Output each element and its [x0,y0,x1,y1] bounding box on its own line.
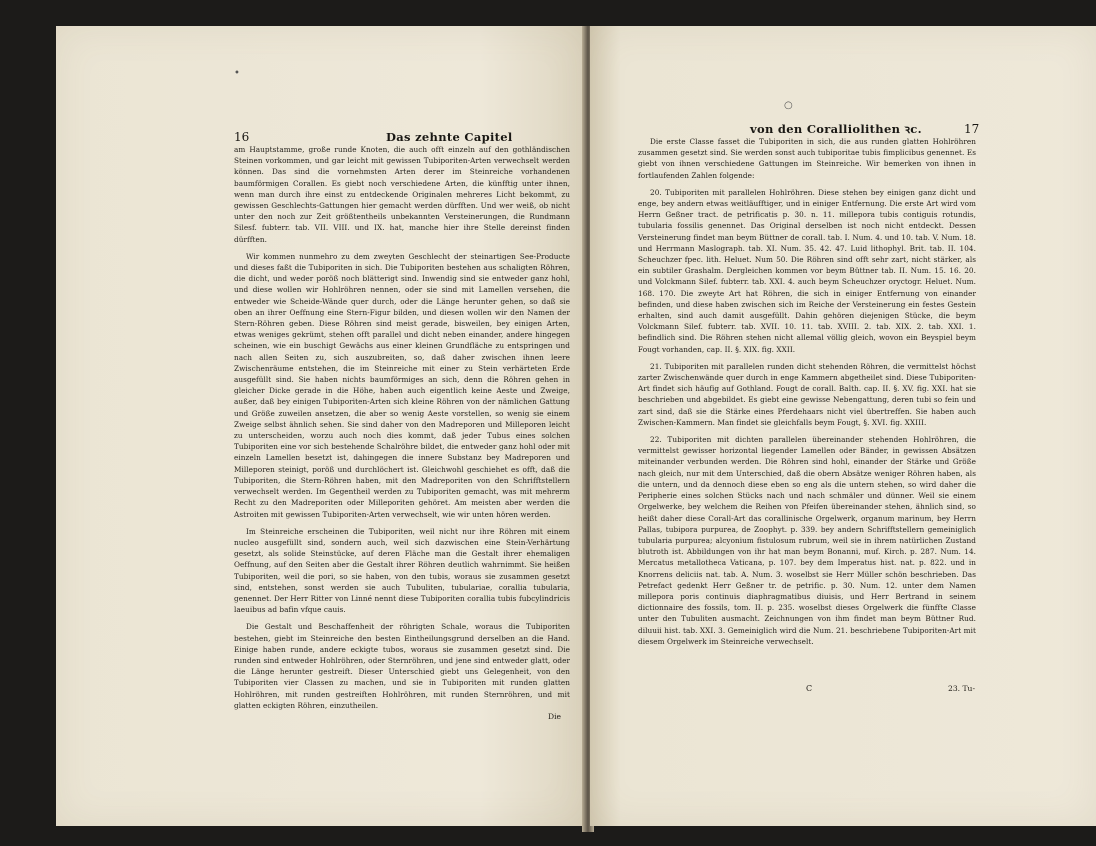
left-body-text [234,144,570,717]
catchword: Die [548,712,562,721]
book-spread [42,26,1060,832]
running-title: von den Coralliolithen ꝛc. [750,122,922,136]
running-title: Das zehnte Capitel [386,130,513,144]
ink-speck: • [234,68,240,79]
page-number: 17 [964,122,980,136]
page-number: 16 [234,130,250,144]
catchword: 23. Tu- [948,684,976,693]
paragraph: 20. Tubiporiten mit parallelen Hohlröhren. Diese stehen bey einigen ganz dicht und enge, bey andern etwas weitläufftiger, und in einiger Entfernung. Die erste Art wird vom Herrn Geßner tract. de petrificatis p. 30. n. 11. millepora tubis contiguis rotundis, tubularia fossilis genennet. Das Original derselben ist noch nicht entdeckt. Dessen Versteinerung findet man beym Büttner de corall. tab. I. Num. 4. und 10. tab. V. Num. 18. und Herrmann Maslograph. tab. XI. Num. 35. 42. 47. Luid lithophyl. Brit. tab. II. 104. Scheuchzer fpec. lith. Heluet. Num 50. Die Röhren sind offt sehr zart, nicht stärker, als ein subtiler Grashalm. Dergleichen kommen vor beym Büttner tab. II. Num. 15. 16. 20. und Volckmann Silef. fubterr. tab. XXI. 4. auch beym Scheuchzer oryctogr. Heluet. Num. 168. 170. Die zweyte Art hat Röhren, die sich in einiger Entfernung von einander befinden, und diese haben zwischen sich im Reiche der Versteinerung ein festes Gestein erhalten, sind auch damit ausgefüllt. Dahin gehören diejenigen Stücke, die beym Volckmann Silef. fubterr. tab. XVII. 10. 11. tab. XVIII. 2. tab. XIX. 2. tab. XXI. 1. befindlich sind. Die Röhren stehen nicht allemal völlig gleich, wovon ein Beyspiel beym Fougt vorhanden, cap. II. §. XIX. fig. XXII. [638,187,976,354]
paragraph: Im Steinreiche erscheinen die Tubiporiten, weil nicht nur ihre Röhren mit einem nucleo ausgefüllt sind, sondern auch, weil sich dazwischen eine Stein-Verhärtung gesetzt, als solide Steinstücke, auf deren Fläche man die Gestalt ihrer ehemaligen Oeffnung, auf den Seiten aber die Gestalt ihrer Röhren deutlich wahrnimmt. Sie heißen Tubiporiten, weil die pori, so sie haben, von den tubis, woraus sie zusammen gesetzt sind, entstehen, sonst werden sie auch Tubuliten, tubulariae, corallia tubularia, genennet. Der Herr Ritter von Linné nennt diese Tubiporiten corallia tubis fubcylindricis laeuibus ad bafin vfque cauis. [234,526,570,615]
ink-speck: ○ [784,100,793,111]
paragraph: am Hauptstamme, große runde Knoten, die auch offt einzeln auf den gothländischen Steinen vorkommen, und gar leicht mit gewissen Tubiporiten-Arten verwechselt werden können. Das sind die vornehmsten Arten derer im Steinreiche vorhandenen baumförmigen Corallen. Es giebt noch verschiedene Arten, die künfftig unter ihnen, wenn man durch ihre einst zu entdeckende Originalen mehreres Licht bekommt, zu gewissen Geschlechts-Gattungen hier gemacht werden dürfften. Und wer weiß, ob nicht unter den noch zur Zeit größtentheils unbekannten Versteinerungen, die Rundmann Silesf. fubterr. tab. VII. VIII. und IX. hat, manche hier ihre Stelle dereinst finden dürfften. [234,145,570,244]
left-page [56,26,586,826]
right-body-text [638,136,976,653]
right-page [590,26,1096,826]
paragraph: Die erste Classe fasset die Tubiporiten in sich, die aus runden glatten Hohlröhren zusammen gesetzt sind. Sie werden sonst auch tubiporitae tubis fimplicibus genennet. Es giebt von ihnen verschiedene Gattungen im Steinreiche. Wir bemerken von ihnen in fortlaufenden Zahlen folgende: [638,137,976,180]
paragraph: Wir kommen nunmehro zu dem zweyten Geschlecht der steinartigen See-Producte und dieses faßt die Tubiporiten in sich. Die Tubiporiten bestehen aus schaligten Röhren, die dicht, und weder poröß noch blätterigt sind. Inwendig sind sie entweder ganz hohl, und diese wollen wir Hohlröhren nennen, oder sie sind mit Lamellen versehen, die entweder wie Scheide-Wände quer durch, oder die Länge herunter gehen, so daß sie oben an ihrer Oeffnung eine Stern-Figur bilden, und diesen wollen wir den Namen der Stern-Röhren geben. Diese Röhren sind meist gerade, bisweilen, bey einigen Arten, etwas weniges gekrümt, stehen offt parallel und dicht neben einander, andere hingegen scheinen, wie ein buschigt Gewächs aus einer kleinen Grundfläche zu entspringen und nach allen Seiten zu, sich auszubreiten, so, daß daher zwischen ihnen leere Zwischenräume entstehen, die im Steinreiche mit einer zu Stein verhärteten Erde ausgefüllt sind. Sie haben nichts baumförmiges an sich, denn die Röhren gehen in gleicher Dicke gerade in die Höhe, haben auch eigentlich keine Aeste und Zweige, außer, daß bey einigen Tubiporiten-Arten sich kleine Röhren von der nämlichen Gattung und Größe zuweilen ansetzen, die aber so wenig Aeste vorstellen, so wenig sie einem Zweige selbst ähnlich sehen. Sie sind daher von den Madreporen und Milleporen leicht zu unterscheiden, worzu auch noch dies kommt, daß jeder Tubus eines solchen Tubiporiten eine vor sich bestehende Schalröhre bildet, die entweder ganz hohl oder mit einzeln Lamellen besetzt ist, dahingegen die innere Substanz bey Madreporen und Milleporen steinigt, poröß und durchlöchert ist. Gleichwohl geschiehet es offt, daß die Tubiporiten, die Stern-Röhren haben, mit den Madreporiten von den Schrifftstellern verwechselt werden. Im Gegentheil werden zu Tubiporiten gemacht, was mit mehrerm Recht zu den Madreporiten oder Milleporiten gehöret. Am meisten aber werden die Astroiten mit gewissen Tubiporiten-Arten verwechselt, wie wir unten hören werden. [234,251,570,519]
paragraph: 21. Tubiporiten mit parallelen runden dicht stehenden Röhren, die vermittelst höchst zarter Zwischenwände quer durch in enge Kammern abgetheilet sind. Diese Tubiporiten-Art findet sich häufig auf Gothland. Fougt de corall. Balth. cap. II. §. XV. fig. XXI. hat sie beschrieben und abgebildet. Es giebt eine gewisse Nebengattung, deren tubi so fein und zart sind, daß sie die Stärke eines Pferdehaars nicht viel übertreffen. Sie haben auch Zwischen-Kammern. Man findet sie gleichfalls beym Fougt, §. XVI. fig. XXIII. [638,361,976,427]
paragraph: 22. Tubiporiten mit dichten parallelen übereinander stehenden Hohlröhren, die vermittelst gewisser horizontal liegender Lamellen oder Bänder, in gewissen Absätzen miteinander verbunden werden. Die Röhren sind hohl, einander der Stärke und Größe nach gleich, nur mit dem Unterschied, daß die obern Absätze weniger Röhren haben, als die untern, und da dennoch diese eben so eng als die untern stehen, so wird daher die Peripherie eines solchen Stücks nach und nach schmäler und dünner. Weil sie einem Orgelwerke, bey welchem die Reihen von Pfeifen übereinander stehen, ähnlich sind, so heißt daher diese Corall-Art das corallinische Orgelwerk, organum marinum, bey Herrn Pallas, tubipora purpurea, de Zoophyt. p. 339. bey andern Schrifftstellern gemeiniglich tubularia purpurea; alcyonium fistulosum rubrum, weil sie in ihrem natürlichen Zustand blutroth ist. Abbildungen von ihr hat man beym Bonanni, muf. Kirch. p. 287. Num. 14. Mercatus metallotheca Vaticana, p. 107. bey dem Imperatus hist. nat. p. 822. und in Knorrens deliciis nat. tab. A. Num. 3. woselbst sie Herr Müller schön beschrieben. Das Petrefact gedenkt Herr Geßner tr. de petrific. p. 30. Num. 12. unter dem Namen millepora poris continuis diaphragmatibus diuisis, und Herr Bertrand in seinem dictionnaire des fossils, tom. II. p. 235. woselbst dieses Orgelwerk die fünffte Classe unter den Tubuliten ausmacht. Zeichnungen von ihm findet man beym Büttner Rud. diluuii hist. tab. XXI. 3. Gemeiniglich wird die Num. 21. beschriebene Tubiporiten-Art mit diesem Orgelwerk im Steinreiche verwechselt. [638,435,976,646]
signature-mark: C [806,684,813,693]
paragraph: Die Gestalt und Beschaffenheit der röhrigten Schale, woraus die Tubiporiten bestehen, giebt im Steinreiche den besten Eintheilungsgrund derselben an die Hand. Einige haben runde, andere eckigte tubos, woraus sie zusammen gesetzt sind. Die runden sind entweder Hohlröhren, oder Sternröhren, und jene sind entweder glatt, oder die Länge herunter gestreift. Dieser Unterschied giebt uns Gelegenheit, von den Tubiporiten vier Classen zu machen, und sie in Tubiporiten mit runden glatten Hohlröhren, mit runden gestreiften Hohlröhren, mit runden Sternröhren, und mit glatten eckigten Röhren, einzutheilen. [234,622,570,710]
